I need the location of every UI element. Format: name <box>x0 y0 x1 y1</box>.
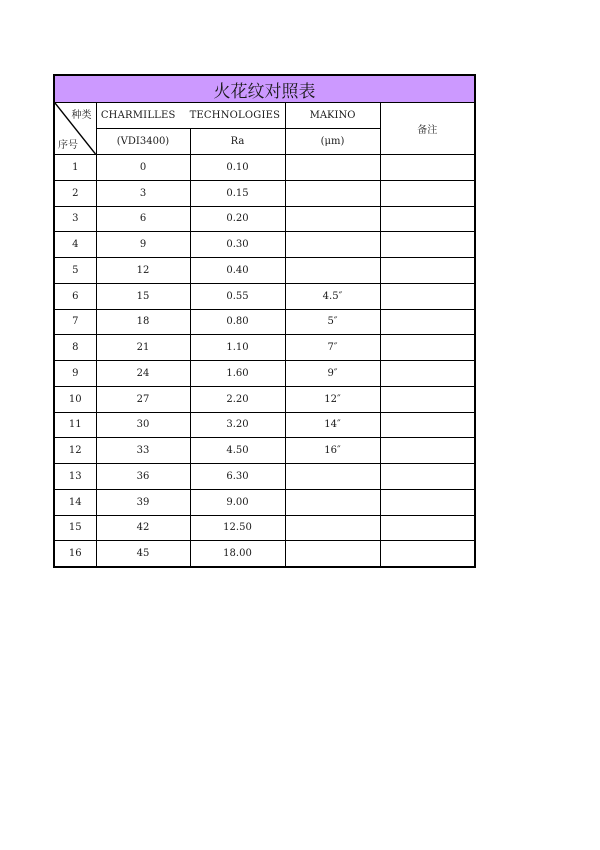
ra-value-cell: 1.10 <box>190 335 285 361</box>
makino-value-cell: 4.5″ <box>285 283 380 309</box>
row-number-cell: 15 <box>54 515 96 541</box>
remark-cell <box>380 206 475 232</box>
table-row <box>54 206 475 232</box>
table-row <box>54 412 475 438</box>
spark-texture-table <box>53 74 476 568</box>
row-number-cell: 9 <box>54 361 96 387</box>
vdi-value-cell: 39 <box>96 489 190 515</box>
table-row <box>54 155 475 181</box>
ra-value-cell: 4.50 <box>190 438 285 464</box>
makino-value-cell <box>285 489 380 515</box>
vdi-value-cell: 24 <box>96 361 190 387</box>
ra-value-cell: 2.20 <box>190 386 285 412</box>
ra-header: Ra <box>190 129 285 155</box>
makino-value-cell <box>285 258 380 284</box>
row-number-cell: 14 <box>54 489 96 515</box>
row-number-cell: 5 <box>54 258 96 284</box>
table-row <box>54 361 475 387</box>
remark-header: 备注 <box>380 103 475 155</box>
remark-cell <box>380 489 475 515</box>
table-row <box>54 309 475 335</box>
row-number-cell: 16 <box>54 541 96 567</box>
ra-value-cell: 9.00 <box>190 489 285 515</box>
ra-value-cell: 18.00 <box>190 541 285 567</box>
kind-header: 种类 <box>71 110 92 121</box>
remark-cell <box>380 258 475 284</box>
table-row <box>54 438 475 464</box>
kind-seq-header-cell <box>54 103 96 155</box>
table-row <box>54 541 475 567</box>
remark-cell <box>380 412 475 438</box>
table-row <box>54 386 475 412</box>
row-number-cell: 8 <box>54 335 96 361</box>
makino-value-cell <box>285 232 380 258</box>
table-row <box>54 283 475 309</box>
vdi-value-cell: 36 <box>96 464 190 490</box>
vdi-value-cell: 27 <box>96 386 190 412</box>
vdi-value-cell: 33 <box>96 438 190 464</box>
ra-value-cell: 0.15 <box>190 180 285 206</box>
row-number-cell: 11 <box>54 412 96 438</box>
remark-cell <box>380 464 475 490</box>
table-title: 火花纹对照表 <box>54 75 475 103</box>
table-body <box>54 155 475 568</box>
makino-header: MAKINO <box>285 103 380 129</box>
makino-value-cell <box>285 515 380 541</box>
table-row <box>54 180 475 206</box>
row-number-cell: 7 <box>54 309 96 335</box>
table-row <box>54 464 475 490</box>
table-row <box>54 335 475 361</box>
remark-cell <box>380 386 475 412</box>
makino-value-cell <box>285 464 380 490</box>
makino-unit-header: (μm) <box>285 129 380 155</box>
row-number-cell: 1 <box>54 155 96 181</box>
vdi-value-cell: 15 <box>96 283 190 309</box>
ra-value-cell: 0.10 <box>190 155 285 181</box>
makino-value-cell <box>285 180 380 206</box>
vdi-value-cell: 9 <box>96 232 190 258</box>
makino-value-cell: 9″ <box>285 361 380 387</box>
row-number-cell: 6 <box>54 283 96 309</box>
vdi-value-cell: 45 <box>96 541 190 567</box>
vdi-value-cell: 12 <box>96 258 190 284</box>
ra-value-cell: 0.55 <box>190 283 285 309</box>
makino-value-cell: 14″ <box>285 412 380 438</box>
remark-cell <box>380 180 475 206</box>
remark-cell <box>380 541 475 567</box>
ra-value-cell: 3.20 <box>190 412 285 438</box>
remark-cell <box>380 155 475 181</box>
row-number-cell: 4 <box>54 232 96 258</box>
remark-cell <box>380 283 475 309</box>
remark-cell <box>380 335 475 361</box>
remark-cell <box>380 309 475 335</box>
makino-value-cell: 16″ <box>285 438 380 464</box>
makino-value-cell: 12″ <box>285 386 380 412</box>
ra-value-cell: 12.50 <box>190 515 285 541</box>
technologies-word: TECHNOLOGIES <box>189 110 281 121</box>
vdi-value-cell: 21 <box>96 335 190 361</box>
row-number-cell: 2 <box>54 180 96 206</box>
ra-value-cell: 6.30 <box>190 464 285 490</box>
makino-value-cell <box>285 155 380 181</box>
vdi-value-cell: 18 <box>96 309 190 335</box>
remark-cell <box>380 438 475 464</box>
ra-value-cell: 0.30 <box>190 232 285 258</box>
vdi-value-cell: 0 <box>96 155 190 181</box>
table-row <box>54 515 475 541</box>
vdi-header: (VDI3400) <box>96 129 190 155</box>
vdi-value-cell: 6 <box>96 206 190 232</box>
table-row <box>54 258 475 284</box>
ra-value-cell: 1.60 <box>190 361 285 387</box>
vdi-value-cell: 42 <box>96 515 190 541</box>
vdi-value-cell: 3 <box>96 180 190 206</box>
charmilles-word: CHARMILLES <box>100 110 176 121</box>
makino-value-cell <box>285 206 380 232</box>
table-row <box>54 232 475 258</box>
remark-cell <box>380 232 475 258</box>
vdi-value-cell: 30 <box>96 412 190 438</box>
row-number-cell: 12 <box>54 438 96 464</box>
ra-value-cell: 0.40 <box>190 258 285 284</box>
seq-header: 序号 <box>58 140 78 151</box>
remark-cell <box>380 361 475 387</box>
makino-value-cell: 7″ <box>285 335 380 361</box>
ra-value-cell: 0.20 <box>190 206 285 232</box>
makino-value-cell <box>285 541 380 567</box>
row-number-cell: 3 <box>54 206 96 232</box>
table-row <box>54 489 475 515</box>
makino-value-cell: 5″ <box>285 309 380 335</box>
row-number-cell: 10 <box>54 386 96 412</box>
ra-value-cell: 0.80 <box>190 309 285 335</box>
remark-cell <box>380 515 475 541</box>
row-number-cell: 13 <box>54 464 96 490</box>
charmilles-header <box>96 103 285 129</box>
